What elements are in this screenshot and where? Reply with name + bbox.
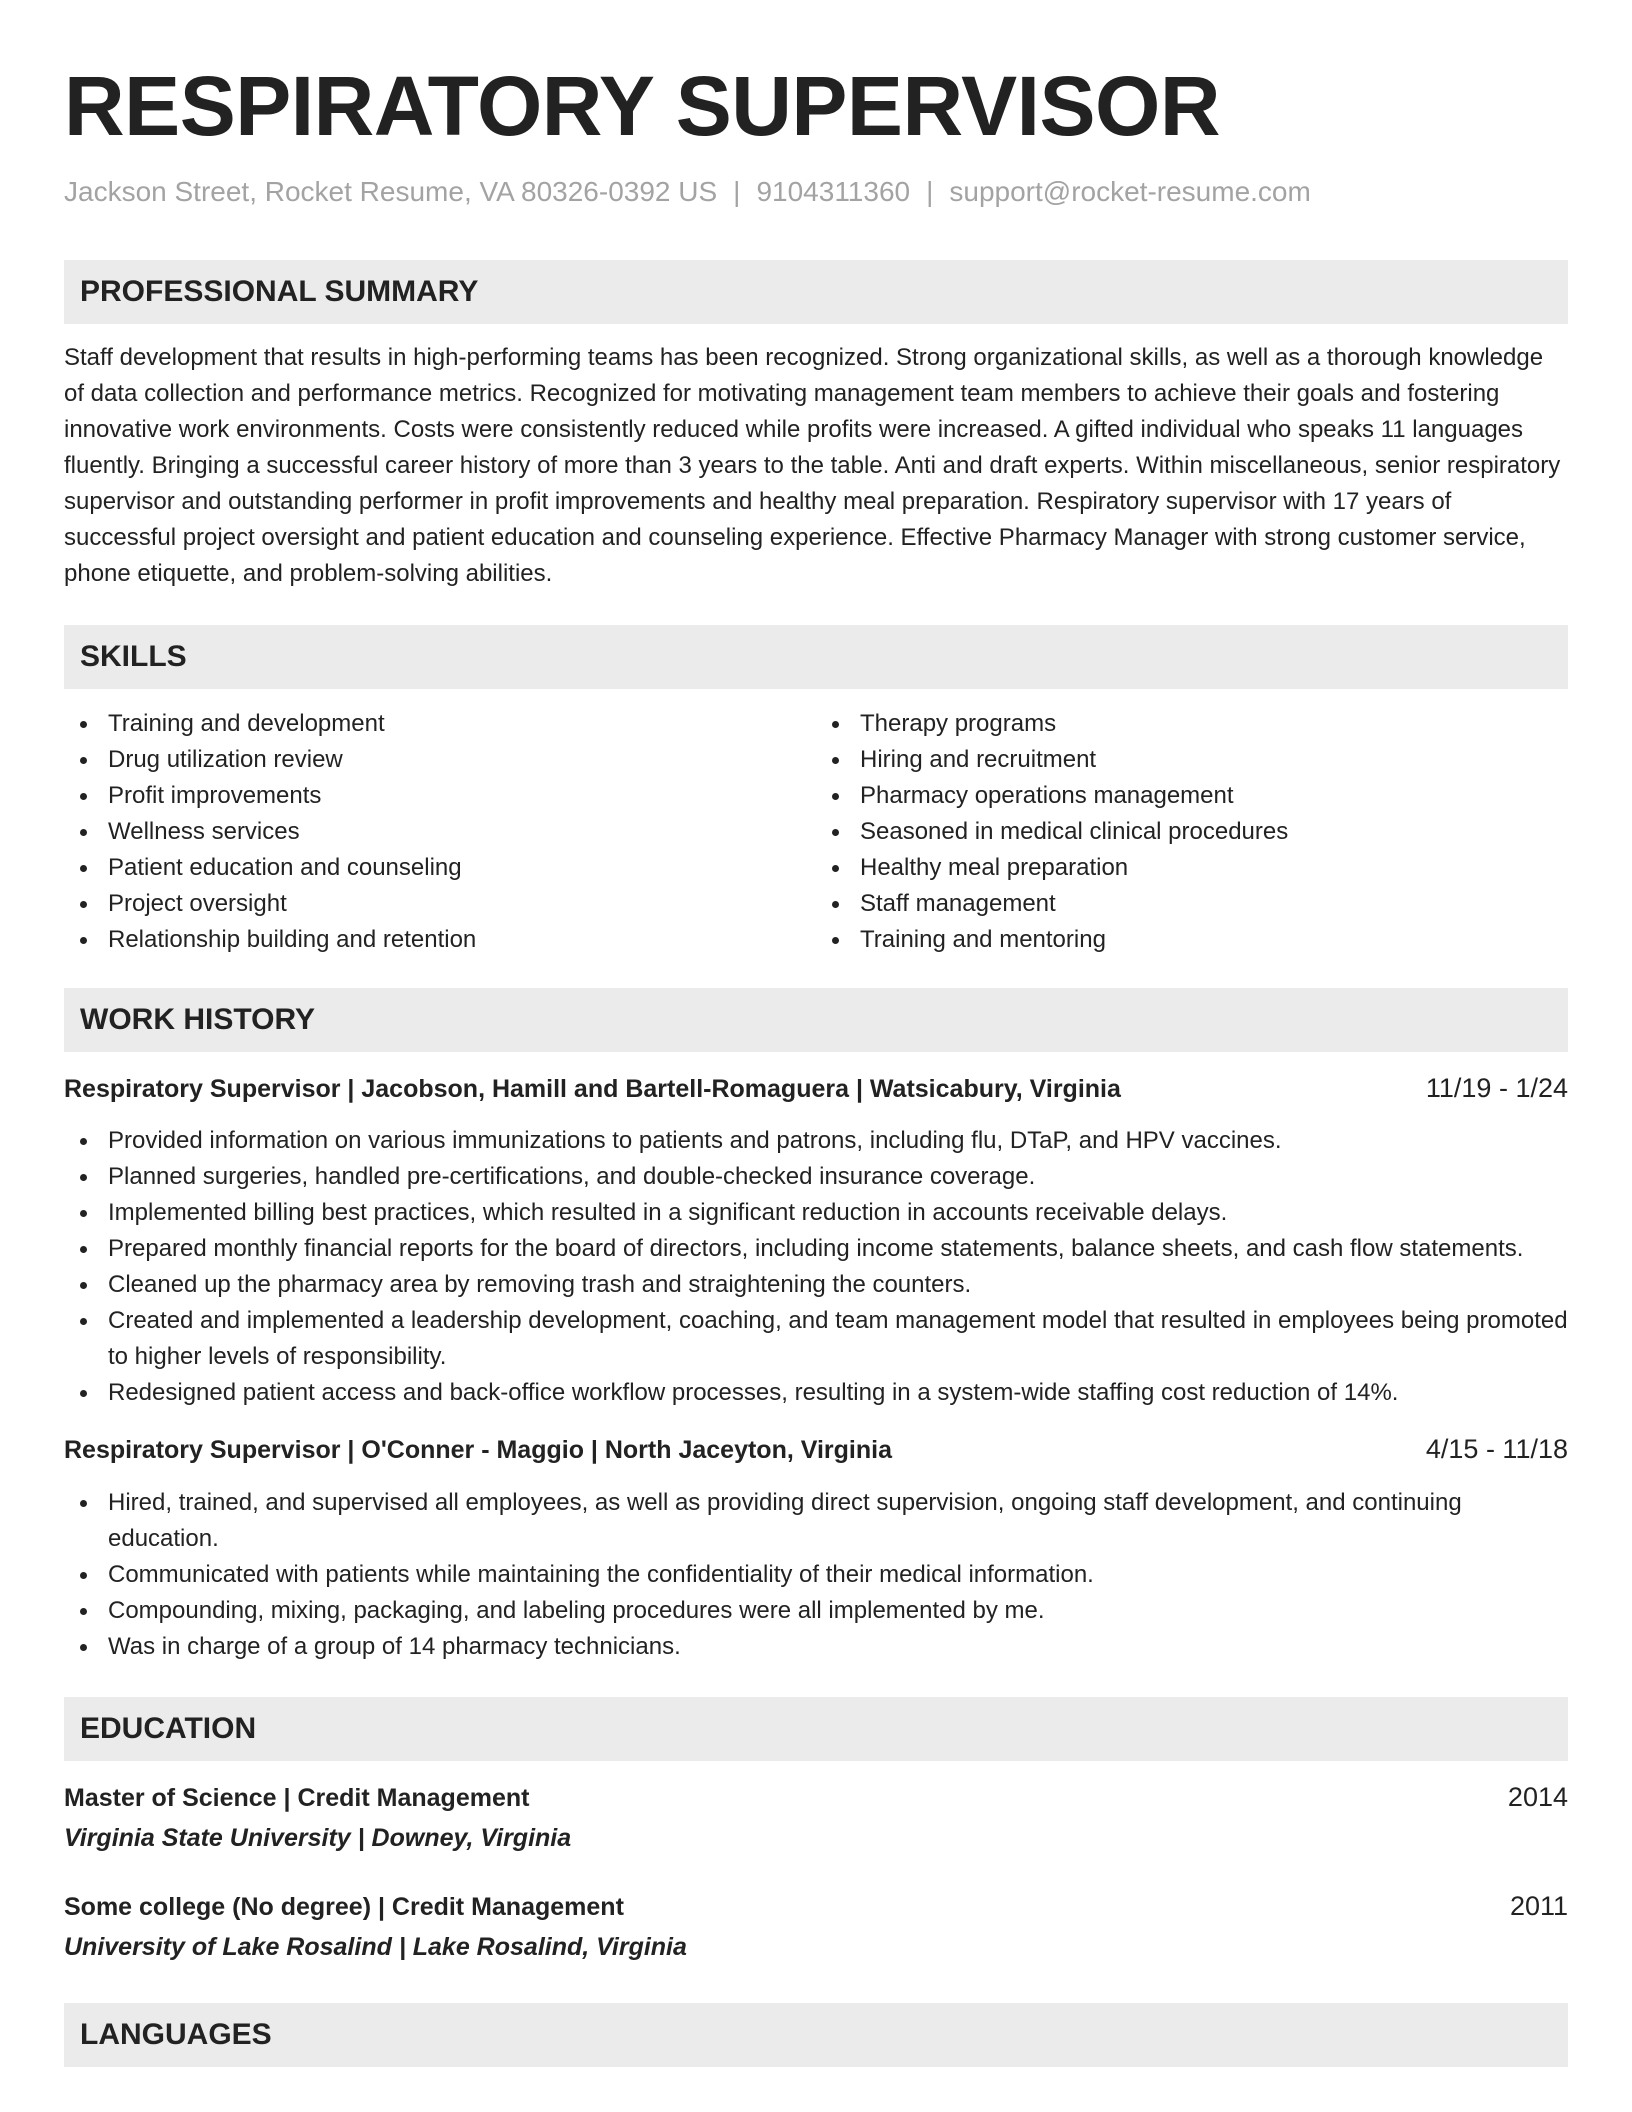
skills-heading: SKILLS	[80, 640, 187, 673]
skill-item: Hiring and recruitment	[816, 742, 1568, 778]
skill-item: Healthy meal preparation	[816, 850, 1568, 886]
job-dates: 11/19 - 1/24	[1425, 1073, 1568, 1103]
contact-line	[64, 174, 1568, 210]
skill-item: Training and development	[64, 706, 816, 742]
skill-item: Pharmacy operations management	[816, 778, 1568, 814]
skill-item: Relationship building and retention	[64, 922, 816, 958]
education-item	[64, 1888, 1568, 1965]
work-section-header	[64, 988, 1568, 1052]
summary-heading: PROFESSIONAL SUMMARY	[80, 275, 479, 308]
languages-heading: LANGUAGES	[80, 2018, 272, 2051]
summary-text: Staff development that results in high-performing teams has been recognized. Strong organizational skills, as well as a thorough knowledge of data collection and performance metrics. Recognized for motivating management team members to achieve their goals and fostering innovative work environments. Costs were consistently reduced while profits were increased. A gifted individual who speaks 11 languages fluently. Bringing a successful career history of more than 3 years to the table. Anti and draft experts. Within miscellaneous, senior respiratory supervisor and outstanding performer in profit improvements and healthy meal preparation. Respiratory supervisor with 17 years of successful project oversight and patient education and counseling experience. Effective Pharmacy Manager with strong customer service, phone etiquette, and problem-solving abilities.	[64, 344, 1561, 587]
job-bullet: Planned surgeries, handled pre-certifications, and double-checked insurance coverage.	[64, 1159, 1568, 1195]
education-degree: Master of Science | Credit Management	[64, 1784, 530, 1812]
skill-item: Therapy programs	[816, 706, 1568, 742]
education-school: University of Lake Rosalind | Lake Rosalind, Virginia	[64, 1933, 687, 1961]
job-bullet: Cleaned up the pharmacy area by removing trash and straightening the counters.	[64, 1267, 1568, 1303]
contact-email: support@rocket-resume.com	[949, 176, 1311, 207]
skill-item: Wellness services	[64, 814, 816, 850]
skill-item: Patient education and counseling	[64, 850, 816, 886]
skills-list	[64, 706, 1568, 958]
resume-name: RESPIRATORY SUPERVISOR	[64, 59, 1220, 153]
job-bullets	[64, 1485, 1568, 1665]
education-year: 2011	[1509, 1891, 1568, 1921]
skills-column-right	[816, 706, 1568, 958]
skill-item: Staff management	[816, 886, 1568, 922]
job-bullet: Prepared monthly financial reports for the board of directors, including income statements, balance sheets, and cash flow statements.	[64, 1231, 1568, 1267]
education-heading: EDUCATION	[80, 1712, 257, 1745]
skills-section-header	[64, 625, 1568, 689]
education-header	[64, 1779, 1568, 1816]
job-header	[64, 1070, 1568, 1107]
summary-section-header	[64, 260, 1568, 324]
contact-separator: |	[926, 176, 934, 207]
job-bullet: Hired, trained, and supervised all employees, as well as providing direct supervision, ongoing staff development, and continuing education.	[64, 1485, 1568, 1557]
job-header	[64, 1431, 1568, 1468]
skills-column-left	[64, 706, 816, 958]
skill-item: Seasoned in medical clinical procedures	[816, 814, 1568, 850]
contact-separator: |	[733, 176, 741, 207]
education-section-header	[64, 1697, 1568, 1761]
job-bullet: Provided information on various immunizations to patients and patrons, including flu, DTaP, and HPV vaccines.	[64, 1123, 1568, 1159]
education-school: Virginia State University | Downey, Virginia	[64, 1824, 572, 1852]
languages-section-header	[64, 2003, 1568, 2067]
job-bullet: Communicated with patients while maintaining the confidentiality of their medical information.	[64, 1557, 1568, 1593]
job-bullet: Redesigned patient access and back-office workflow processes, resulting in a system-wide staffing cost reduction of 14%.	[64, 1375, 1568, 1411]
skill-item: Profit improvements	[64, 778, 816, 814]
skill-item: Drug utilization review	[64, 742, 816, 778]
job-dates: 4/15 - 11/18	[1425, 1434, 1568, 1464]
skill-item: Training and mentoring	[816, 922, 1568, 958]
education-degree: Some college (No degree) | Credit Management	[64, 1893, 624, 1921]
job-bullet: Implemented billing best practices, which resulted in a significant reduction in accounts receivable delays.	[64, 1195, 1568, 1231]
contact-address: Jackson Street, Rocket Resume, VA 80326-0392 US	[64, 176, 718, 207]
education-item	[64, 1779, 1568, 1856]
job-bullet: Was in charge of a group of 14 pharmacy technicians.	[64, 1629, 1568, 1665]
contact-phone: 9104311360	[756, 176, 911, 207]
job-title: Respiratory Supervisor | O'Conner - Maggio | North Jaceyton, Virginia	[64, 1436, 892, 1464]
job-title: Respiratory Supervisor | Jacobson, Hamill and Bartell-Romaguera | Watsicabury, Virginia	[64, 1075, 1121, 1103]
job-bullets	[64, 1123, 1568, 1411]
work-heading: WORK HISTORY	[80, 1003, 316, 1036]
job-bullet: Compounding, mixing, packaging, and labeling procedures were all implemented by me.	[64, 1593, 1568, 1629]
job-bullet: Created and implemented a leadership development, coaching, and team management model that resulted in employees being promoted to higher levels of responsibility.	[64, 1303, 1568, 1375]
education-header	[64, 1888, 1568, 1925]
skill-item: Project oversight	[64, 886, 816, 922]
education-year: 2014	[1507, 1782, 1568, 1812]
